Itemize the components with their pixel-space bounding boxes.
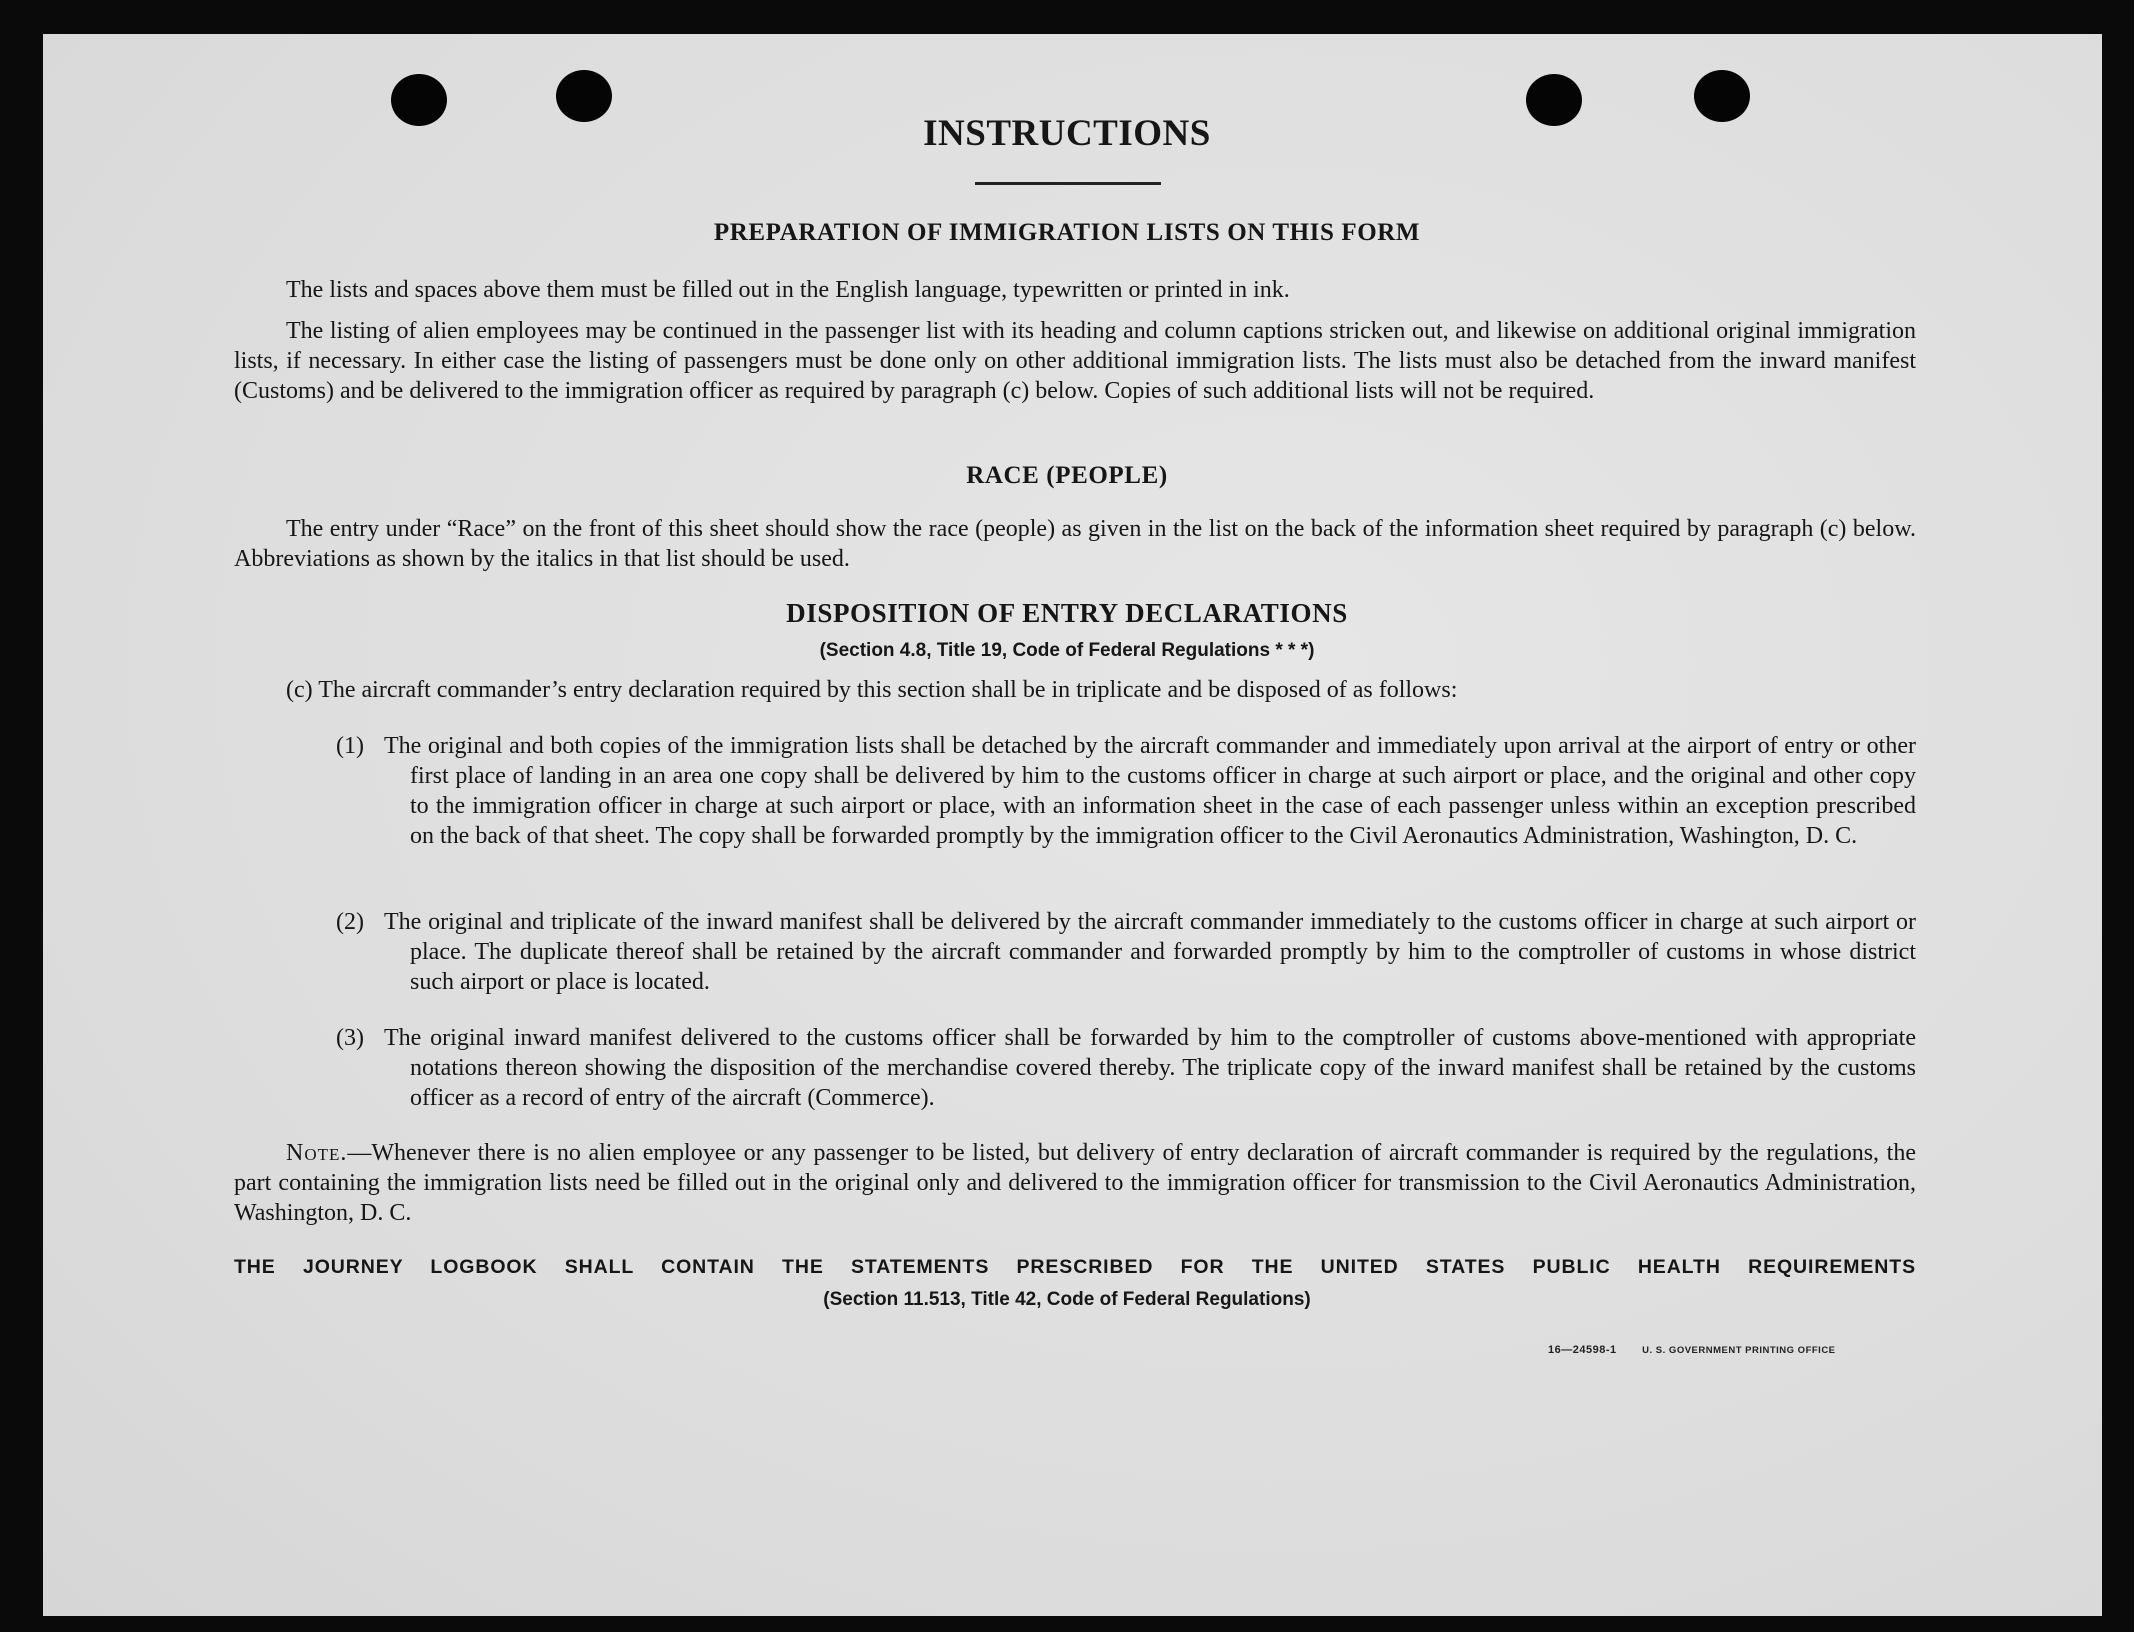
list-item-3 — [336, 1023, 1916, 1113]
section-heading-race: RACE (PEOPLE) — [966, 462, 1168, 489]
list-item-1 — [336, 731, 1916, 851]
title-underline — [975, 182, 1161, 185]
disposition-intro: (c) The aircraft commander’s entry declaration required by this section shall be in triplicate and be disposed of as follows: — [286, 677, 1458, 703]
public-health-statement: THE JOURNEY LOGBOOK SHALL CONTAIN THE STATEMENTS PRESCRIBED FOR THE UNITED STATES PUBLIC HEALTH REQUIREMENTS — [234, 1256, 1916, 1278]
printing-office: U. S. GOVERNMENT PRINTING OFFICE — [1642, 1345, 1836, 1356]
page-title: INSTRUCTIONS — [923, 113, 1211, 154]
paragraph-race: The entry under “Race” on the front of this sheet should show the race (people) as given in the list on the back of the information sheet required by paragraph (c) below. Abbreviations as shown by the italics in that list should be used. — [234, 516, 1916, 572]
paragraph-alien-employees: The listing of alien employees may be continued in the passenger list with its heading and column captions stricken out, and likewise on additional original immigration lists, if necessary. In either case the listing of passengers must be done only on other additional immigration lists. The lists must also be detached from the inward manifest (Customs) and be delivered to the immigration officer as required by paragraph (c) below. Copies of such additional lists will not be required. — [234, 318, 1916, 404]
list-item-number: (2) — [336, 909, 364, 935]
disposition-citation: (Section 4.8, Title 19, Code of Federal Regulations * * *) — [819, 640, 1315, 661]
list-item-text: The original and triplicate of the inward manifest shall be delivered by the aircraft commander immediately to the customs officer in charge at such airport or place. The duplicate thereof shall be retained by the aircraft commander and forwarded promptly by him to the comptroller of customs in whose district such airport or place is located. — [384, 909, 1916, 995]
list-item-text: The original and both copies of the immigration lists shall be detached by the aircraft commander and immediately upon arrival at the airport of entry or other first place of landing in an area one copy shall be delivered by him to the customs officer in charge at such airport or place, and the original and other copy to the immigration officer in charge at such airport or place, with an information sheet in the case of each passenger unless within an exception prescribed on the back of that sheet. The copy shall be forwarded promptly by the immigration officer to the Civil Aeronautics Administration, Washington, D. C. — [384, 733, 1916, 849]
printer-imprint — [1548, 1344, 1858, 1356]
list-item-number: (1) — [336, 733, 364, 759]
note-label: Note. — [286, 1140, 348, 1166]
list-item-2 — [336, 907, 1916, 997]
paragraph-language: The lists and spaces above them must be filled out in the English language, typewritten or printed in ink. — [286, 277, 1290, 303]
public-health-citation: (Section 11.513, Title 42, Code of Federal Regulations) — [823, 1289, 1311, 1310]
note-text: —Whenever there is no alien employee or any passenger to be listed, but delivery of entry declaration of aircraft commander is required by the regulations, the part containing the immigration lists need be filled out in the original only and delivered to the immigration officer for transmission to the Civil Aeronautics Administration, Washington, D. C. — [234, 1140, 1916, 1226]
list-item-text: The original inward manifest delivered to the customs officer shall be forwarded by him to the comptroller of customs above-mentioned with appropriate notations thereon showing the disposition of the merchandise covered thereby. The triplicate copy of the inward manifest shall be retained by the customs officer as a record of entry of the aircraft (Commerce). — [384, 1025, 1916, 1111]
section-heading-preparation: PREPARATION OF IMMIGRATION LISTS ON THIS FORM — [713, 219, 1421, 246]
form-number: 16—24598-1 — [1548, 1344, 1617, 1356]
note-paragraph — [234, 1138, 1916, 1228]
section-heading-disposition: DISPOSITION OF ENTRY DECLARATIONS — [786, 598, 1348, 628]
list-item-number: (3) — [336, 1025, 364, 1051]
